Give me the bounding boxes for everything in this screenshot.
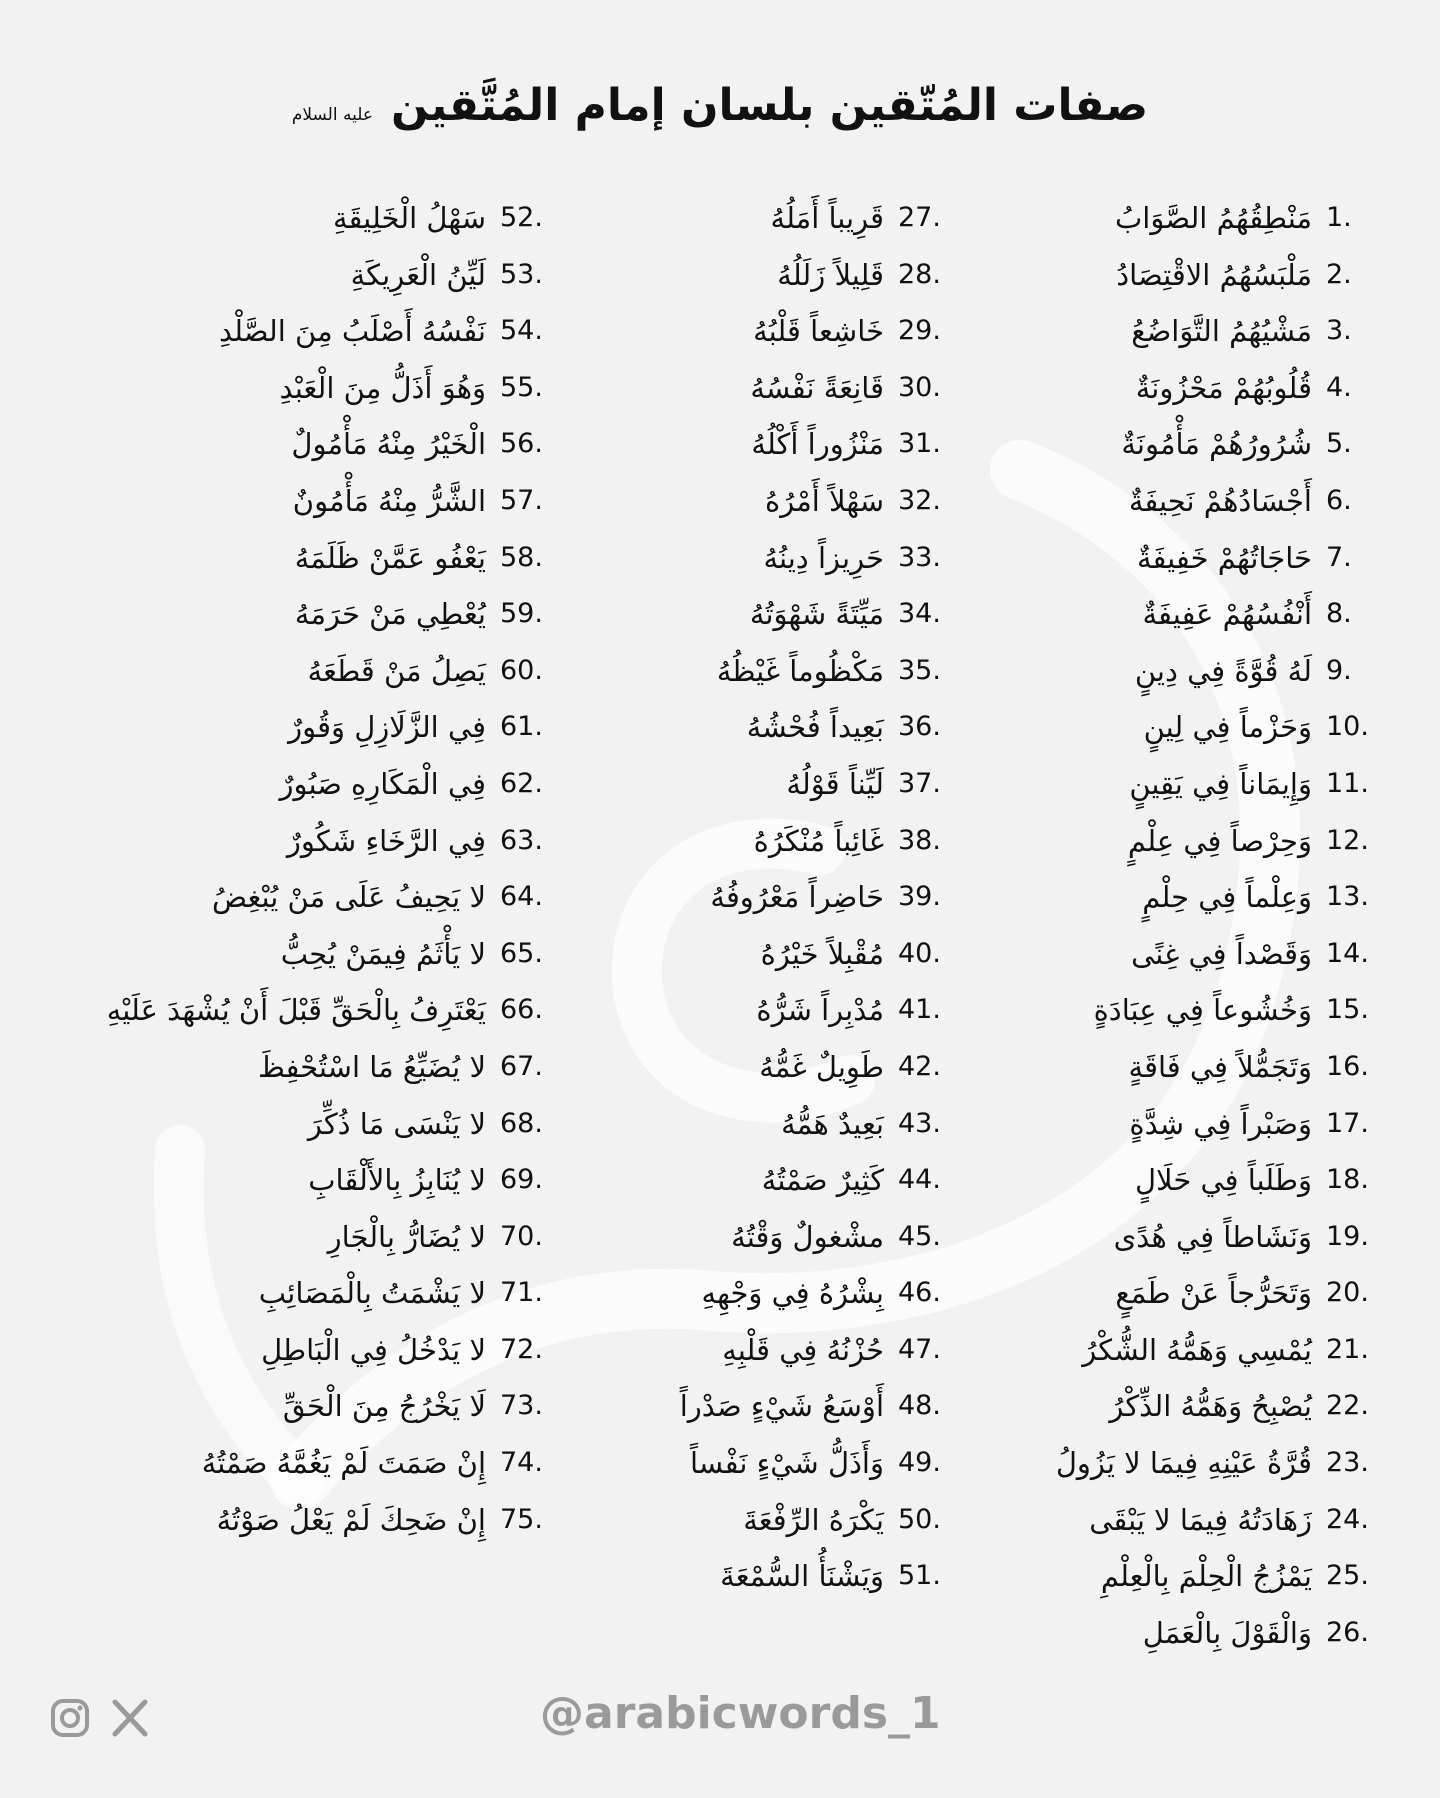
item-text: وَتَجَمُّلاً فِي فَاقَةٍ [1128,1049,1312,1084]
item-number: 36. [898,711,941,743]
list-item [2,869,562,926]
item-text: غَائِباً مُنْكَرُهُ [753,823,884,858]
item-text: يَعْتَرِفُ بِالْحَقِّ قَبْلَ أَنْ يُشْهَدَ عَلَيْهِ [106,993,486,1028]
item-number: 35. [898,654,941,686]
item-text: بِشْرُهُ فِي وَجْهِهِ [701,1276,884,1311]
list-item [2,473,562,530]
item-number: 59. [500,598,543,630]
list-column-1 [968,190,1388,1661]
item-number: 58. [500,541,543,573]
list-item [2,1492,562,1549]
item-text: لا يُضَيِّعُ مَا اسْتُحْفِظَ [258,1049,486,1084]
item-text: مُدْبِراً شَرُّهُ [756,993,884,1028]
item-number: 33. [898,541,941,573]
item-text: مَنْطِقُهُمُ الصَّوَابُ [1114,201,1312,235]
page-title: صفات المُتّقين بلسان إمام المُتَّقين [390,80,1149,131]
item-text: الْخَيْرُ مِنْهُ مَأْمُولٌ [291,427,486,462]
item-text: لا يُضَارُّ بِالْجَارِ [327,1219,486,1254]
item-text: بَعِيداً فُحْشُهُ [746,710,884,745]
item-number: 62. [500,767,543,799]
list-item [968,586,1388,643]
item-text: نَفْسُهُ أَصْلَبُ مِنَ الصَّلْدِ [218,314,486,349]
item-number: 40. [898,937,941,969]
list-item [540,1492,960,1549]
item-text: لا يَشْمَتُ بِالْمَصَائِبِ [258,1276,486,1311]
item-text: حُزْنُهُ فِي قَلْبِهِ [722,1332,884,1367]
item-number: 70. [500,1220,543,1252]
item-number: 43. [898,1107,941,1139]
list-item [540,1548,960,1605]
item-number: 2. [1326,258,1352,290]
item-number: 39. [898,881,941,913]
item-number: 56. [500,428,543,460]
item-number: 52. [500,202,543,233]
item-text: وَإِيمَاناً فِي يَقِينٍ [1129,766,1312,801]
list-item [540,756,960,813]
account-handle[interactable]: @arabicwords_1 [540,1688,941,1739]
item-text: وَصَبْراً فِي شِدَّةٍ [1129,1106,1312,1141]
item-number: 37. [898,767,941,799]
item-number: 31. [898,428,941,460]
list-item [2,926,562,983]
list-item [2,643,562,700]
item-text: قَانِعَةً نَفْسُهُ [750,370,884,405]
item-text: يَعْفُو عَمَّنْ ظَلَمَهُ [294,540,486,575]
item-text: مَيِّتَةً شَهْوَتُهُ [749,597,884,632]
list-item [2,1435,562,1492]
list-item [540,190,960,247]
item-text: وَيَشْنَأُ السُّمْعَةَ [720,1559,884,1594]
item-number: 11. [1326,767,1369,799]
list-item [968,1435,1388,1492]
item-text: أَجْسَادُهُمْ نَحِيفَةٌ [1128,483,1312,518]
item-number: 24. [1326,1503,1369,1535]
item-text: وَحِرْصاً فِي عِلْمٍ [1127,823,1312,858]
list-item [540,926,960,983]
item-number: 68. [500,1107,543,1139]
item-number: 18. [1326,1164,1369,1196]
item-text: يَصِلُ مَنْ قَطَعَهُ [307,653,486,688]
item-number: 60. [500,654,543,686]
list-column-3 [2,190,562,1548]
item-text: يَمْزُجُ الْحِلْمَ بِالْعِلْمِ [1100,1559,1312,1594]
instagram-icon[interactable] [50,1698,90,1742]
item-number: 4. [1326,371,1352,403]
list-item [968,756,1388,813]
item-number: 32. [898,484,941,516]
list-item [968,1548,1388,1605]
item-text: وَطَلَباً فِي حَلَالٍ [1134,1163,1312,1198]
item-number: 47. [898,1333,941,1365]
list-item [2,1378,562,1435]
item-text: لا يُنَابِزُ بِالأَلْقَابِ [308,1163,486,1198]
list-item [540,473,960,530]
list-item [540,360,960,417]
item-number: 19. [1326,1220,1369,1252]
item-text: لا يَنْسَى مَا ذُكِّرَ [307,1106,486,1141]
item-number: 20. [1326,1277,1369,1309]
item-number: 23. [1326,1447,1369,1479]
list-item [968,1378,1388,1435]
item-text: مَكْظُوماً غَيْظُهُ [716,653,884,688]
list-item [540,1435,960,1492]
list-item [968,1265,1388,1322]
item-number: 21. [1326,1333,1369,1365]
item-text: مَنْزُوراً أَكْلُهُ [751,427,884,462]
social-icons [50,1698,150,1742]
item-text: لَيِّناً قَوْلُهُ [786,766,884,801]
list-item [968,1322,1388,1379]
list-item [968,813,1388,870]
x-icon[interactable] [110,1698,150,1742]
item-number: 67. [500,1050,543,1082]
item-text: فِي الزَّلَازِلِ وَقُورٌ [288,710,486,745]
item-text: الشَّرُّ مِنْهُ مَأْمُونٌ [292,483,486,518]
list-item [2,1322,562,1379]
item-text: إِنْ ضَحِكَ لَمْ يَعْلُ صَوْتُهُ [216,1502,486,1537]
list-item [968,1152,1388,1209]
item-number: 38. [898,824,941,856]
item-number: 42. [898,1050,941,1082]
item-text: قَلِيلاً زَلَلُهُ [777,257,884,292]
item-text: حَرِيزاً دِينُهُ [763,540,884,575]
item-text: مشْغولٌ وَقْتُهُ [731,1219,884,1254]
item-number: 5. [1326,428,1352,460]
item-number: 17. [1326,1107,1369,1139]
item-text: يَكْرَهُ الرِّفْعَةَ [743,1502,884,1537]
list-item [540,1152,960,1209]
item-text: لا يَأْثَمُ فِيمَنْ يُحِبُّ [280,936,486,971]
item-number: 45. [898,1220,941,1252]
item-text: قُلُوبُهُمْ مَحْزُونَةٌ [1135,370,1312,405]
item-number: 73. [500,1390,543,1422]
list-item [968,247,1388,304]
item-text: وَالْقَوْلَ بِالْعَمَلِ [1142,1615,1312,1650]
list-item [968,473,1388,530]
item-text: وَنَشَاطاً فِي هُدًى [1113,1219,1312,1254]
item-number: 48. [898,1390,941,1422]
item-number: 6. [1326,484,1352,516]
item-text: فِي الْمَكَارِهِ صَبُورٌ [279,766,486,801]
list-item [540,530,960,587]
list-item [540,247,960,304]
list-item [540,813,960,870]
item-number: 54. [500,315,543,347]
item-text: شُرُورُهُمْ مَأْمُونَةٌ [1121,427,1312,462]
list-item [968,643,1388,700]
item-number: 74. [500,1447,543,1479]
item-text: وَعِلْماً فِي حِلْمٍ [1142,880,1312,915]
list-item [968,360,1388,417]
item-text: يُصْبِحُ وَهَمُّهُ الذِّكْرُ [1109,1389,1312,1424]
item-number: 22. [1326,1390,1369,1422]
list-item [2,1209,562,1266]
list-item [968,1039,1388,1096]
list-item [2,586,562,643]
list-item [2,1039,562,1096]
item-text: سَهْلُ الْخَلِيقَةِ [332,201,486,235]
list-column-2 [540,190,960,1605]
item-number: 34. [898,598,941,630]
item-text: وَتَحَرُّجاً عَنْ طَمَعٍ [1115,1276,1312,1311]
item-number: 72. [500,1333,543,1365]
item-text: يُعْطِي مَنْ حَرَمَهُ [294,597,486,632]
item-number: 28. [898,258,941,290]
item-text: لا يَحِيفُ عَلَى مَنْ يُبْغِضُ [212,880,486,915]
item-number: 12. [1326,824,1369,856]
item-text: قُرَّةُ عَيْنِهِ فِيمَا لا يَزُولُ [1055,1446,1312,1481]
item-number: 14. [1326,937,1369,969]
list-item [968,530,1388,587]
list-item [540,1378,960,1435]
list-item [540,643,960,700]
item-text: لا يَدْخُلُ فِي الْبَاطِلِ [261,1332,486,1367]
item-number: 63. [500,824,543,856]
list-item [2,813,562,870]
item-text: زَهَادَتُهُ فِيمَا لا يَبْقَى [1089,1502,1312,1537]
list-item [2,190,562,247]
list-item [540,1322,960,1379]
item-number: 16. [1326,1050,1369,1082]
item-text: مَشْيُهُمُ التَّوَاضُعُ [1131,314,1312,349]
list-item [540,699,960,756]
list-item [2,699,562,756]
item-number: 29. [898,315,941,347]
list-item [2,1152,562,1209]
list-item [968,190,1388,247]
list-item [540,416,960,473]
list-item [2,756,562,813]
list-item [2,303,562,360]
item-text: إِنْ صَمَتَ لَمْ يَغُمَّهُ صَمْتُهُ [201,1446,486,1481]
item-text: لَا يَخْرُجُ مِنَ الْحَقِّ [282,1389,486,1424]
item-text: سَهْلاً أَمْرُهُ [765,483,884,518]
item-number: 61. [500,711,543,743]
item-text: حَاضِراً مَعْرُوفُهُ [710,880,884,915]
list-item [2,982,562,1039]
list-item [540,982,960,1039]
item-number: 57. [500,484,543,516]
item-number: 8. [1326,598,1352,630]
list-item [968,926,1388,983]
item-number: 51. [898,1560,941,1592]
item-number: 49. [898,1447,941,1479]
list-item [968,1096,1388,1153]
item-text: كَثِيرٌ صَمْتُهُ [761,1163,884,1198]
item-text: خَاشِعاً قَلْبُهُ [753,314,884,349]
item-text: يُمْسِي وَهَمُّهُ الشُّكْرُ [1082,1332,1312,1367]
list-item [968,1605,1388,1662]
item-number: 30. [898,371,941,403]
item-number: 27. [898,202,941,233]
item-text: لَيِّنُ الْعَرِيكَةِ [350,257,486,292]
list-item [2,360,562,417]
item-text: فِي الرَّخَاءِ شَكُورٌ [286,823,486,858]
list-item [540,303,960,360]
list-item [2,247,562,304]
item-text: أَنْفُسُهُمْ عَفِيفَةٌ [1142,597,1312,632]
item-text: قَرِيباً أَمَلُهُ [770,201,884,235]
list-item [968,303,1388,360]
item-number: 71. [500,1277,543,1309]
item-text: أَوْسَعُ شَيْءٍ صَدْراً [679,1389,884,1424]
item-text: لَهُ قُوَّةً فِي دِينٍ [1134,653,1312,688]
item-text: بَعِيدٌ هَمُّهُ [781,1106,884,1141]
item-text: وَحَزْماً فِي لِينٍ [1143,710,1312,745]
list-item [2,1096,562,1153]
list-item [2,1265,562,1322]
list-item [968,1492,1388,1549]
item-number: 44. [898,1164,941,1196]
item-number: 3. [1326,315,1352,347]
item-number: 55. [500,371,543,403]
item-number: 53. [500,258,543,290]
list-item [968,982,1388,1039]
item-number: 69. [500,1164,543,1196]
list-item [540,869,960,926]
list-item [540,1265,960,1322]
list-item [968,1209,1388,1266]
item-text: وَهُوَ أَذَلُّ مِنَ الْعَبْدِ [279,370,486,405]
list-item [540,586,960,643]
list-item [968,869,1388,926]
item-number: 41. [898,994,941,1026]
item-text: حَاجَاتُهُمْ خَفِيفَةٌ [1136,540,1312,575]
item-number: 7. [1326,541,1352,573]
list-item [2,530,562,587]
item-number: 46. [898,1277,941,1309]
list-item [968,699,1388,756]
item-text: وَأَذَلُّ شَيْءٍ نَفْساً [689,1446,884,1481]
item-number: 25. [1326,1560,1369,1592]
item-number: 64. [500,881,543,913]
item-number: 1. [1326,202,1352,233]
item-text: مَلْبَسُهُمُ الاقْتِصَادُ [1116,257,1312,292]
list-item [2,416,562,473]
item-number: 65. [500,937,543,969]
item-text: مُقْبِلاً خَيْرُهُ [760,936,884,971]
item-number: 66. [500,994,543,1026]
item-number: 50. [898,1503,941,1535]
item-number: 9. [1326,654,1352,686]
title-subtitle: عليه السلام [291,105,373,125]
item-number: 10. [1326,711,1369,743]
item-text: وَقَصْداً فِي غِنًى [1131,936,1312,971]
item-number: 75. [500,1503,543,1535]
list-item [540,1096,960,1153]
item-text: وَخُشُوعاً فِي عِبَادَةٍ [1093,993,1312,1028]
list-item [540,1209,960,1266]
list-item [968,416,1388,473]
list-item [540,1039,960,1096]
item-text: طَوِيلٌ غَمُّهُ [759,1049,884,1084]
title-row [0,80,1440,131]
item-number: 26. [1326,1616,1369,1648]
item-number: 13. [1326,881,1369,913]
item-number: 15. [1326,994,1369,1026]
